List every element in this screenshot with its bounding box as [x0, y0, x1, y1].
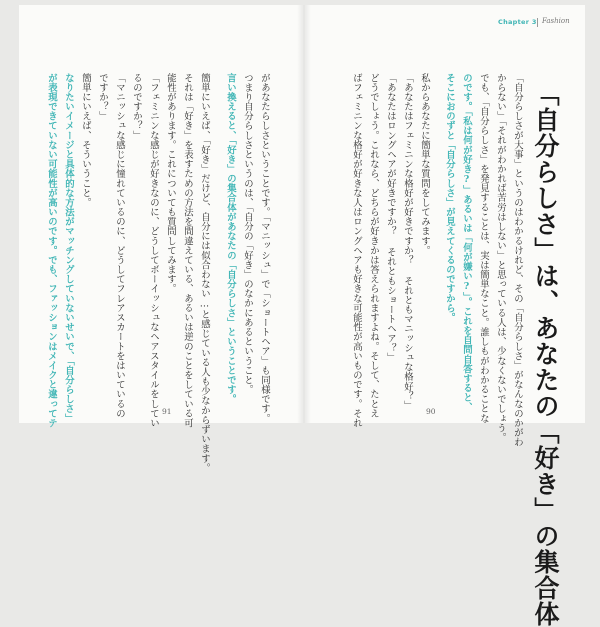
running-head-chapter: Chapter 3 — [498, 18, 537, 26]
body-line: 「フェミニンな感じが好きなのに、どうしてボーイッシュなヘアスタイルをしてい — [148, 73, 159, 428]
body-line: 「マニッシュな感じに憧れているのに、どうしてフレアスカートをはいているの — [114, 73, 125, 419]
body-line: があなたらしさということです。「マニッシュ」で「ショートヘア」も同様です。 — [259, 73, 270, 424]
body-line: ですか？」 — [97, 73, 108, 121]
body-line: 私からあなたに簡単な質問をしてみます。 — [419, 73, 430, 256]
page-number: 90 — [426, 407, 436, 416]
body-line: 能性があります。これについても質問してみます。 — [165, 73, 176, 294]
body-line: 「自分らしさが大事」というのはわかるけれど、その「自分らしさ」がなんなのかがわ — [512, 73, 523, 448]
body-line: ばフェミニンな格好が好きな人はロングヘアも好きな可能性が高いものです。それ — [351, 73, 362, 428]
body-line: 簡単にいえば、そういうこと。 — [80, 73, 91, 208]
highlight-line: 言い換えると、「好き」の集合体があなたの「自分らしさ」ということです。 — [225, 73, 236, 404]
page-number: 91 — [162, 407, 172, 416]
highlight-line: なりたいイメージと具体的な方法がマッチングしていないせいで、「自分らしさ」 — [63, 73, 74, 424]
left-page — [19, 5, 303, 473]
body-line: 「あなたはロングヘアが好きですか？ それともショートヘア？」 — [385, 73, 396, 363]
highlight-line: のです。「私は何が好き?」あるいは「何が嫌い?」。これを自問自答すると、 — [461, 73, 472, 413]
right-page — [303, 5, 585, 627]
body-line: からない」「それがわかれば苦労はしない」と思っている人は、少なくないでしょう。 — [495, 73, 506, 443]
body-line: それは「好き」を表すための方法を間違えている、あるいは逆のことをしている可 — [182, 73, 193, 428]
body-line: るのですか？」 — [131, 73, 142, 141]
highlight-line: が表現できていない可能性が高いのです。でも、ファッションはメイクと違ってテ — [46, 73, 57, 428]
body-line: つまり自分らしさというのは、「自分の「好き」のなかにあるということ。 — [242, 73, 253, 395]
body-line: 「あなたはフェミニンな格好が好きですか？ それともマニッシュな格好？」 — [402, 73, 413, 411]
running-head-title: Fashion — [542, 17, 570, 25]
body-line: 簡単にいえば、「好き」だけど、自分には似合わない…と感じている人も少なからずいます。 — [199, 73, 210, 473]
body-line: でも、「自分らしさ」を発見することは、実は簡単なこと。誰しもがわかることな — [478, 73, 489, 424]
body-line: どうでしょう。これなら、どちらが好きかは答えられますよね。そして、たとえ — [368, 73, 379, 419]
running-head-divider — [537, 18, 538, 27]
highlight-line: そこにおのずと「自分らしさ」が見えてくるのですから。 — [444, 73, 455, 323]
chapter-section-heading: 「自分らしさ」は、あなたの「好き」の集合体 — [531, 81, 560, 627]
